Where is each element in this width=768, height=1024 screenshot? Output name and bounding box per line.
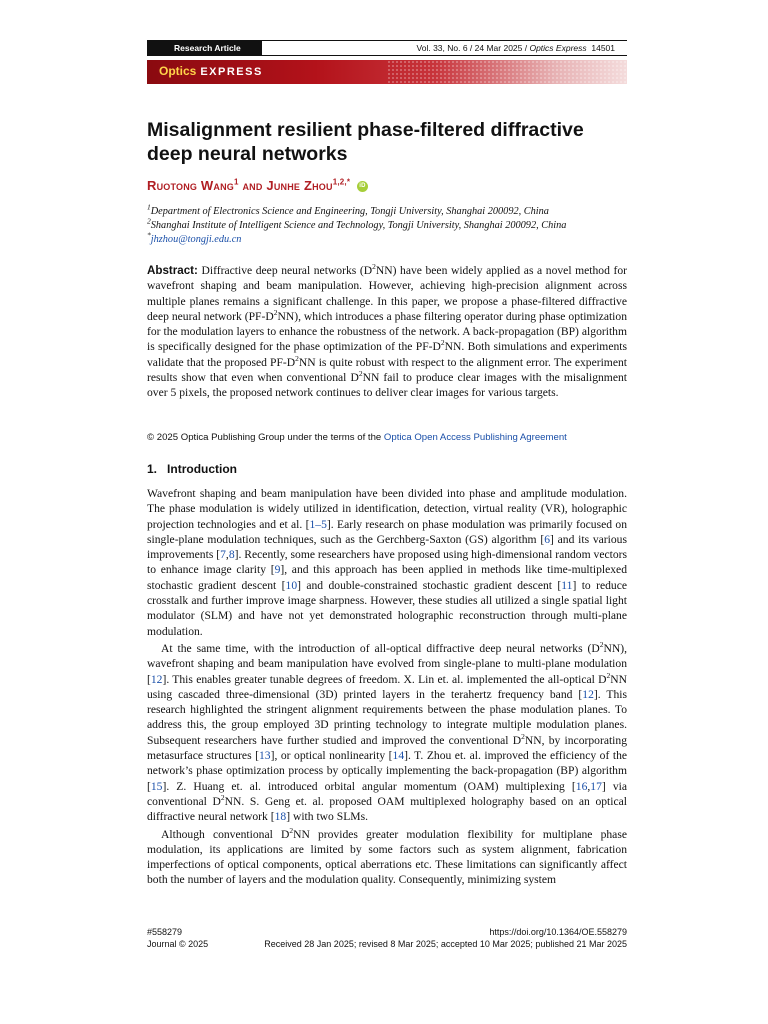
abstract-label: Abstract: bbox=[147, 264, 198, 277]
page-footer bbox=[147, 926, 627, 950]
abstract bbox=[147, 263, 627, 401]
journal-header-bar bbox=[147, 40, 627, 56]
article-title: Misalignment resilient phase-filtered diffractive deep neural networks bbox=[147, 119, 584, 165]
author-1-sup: 1 bbox=[234, 177, 239, 187]
affiliation-1 bbox=[147, 202, 627, 219]
email-link[interactable]: jhzhou@tongji.edu.cn bbox=[150, 234, 242, 245]
corresponding-email bbox=[147, 230, 627, 247]
journal-name: Optics Express bbox=[529, 43, 587, 53]
copyright-notice bbox=[147, 432, 627, 443]
affiliation-2-sup: 2 bbox=[147, 216, 151, 226]
section-heading bbox=[147, 462, 237, 476]
article-type-label: Research Article bbox=[147, 40, 262, 56]
author-line bbox=[147, 178, 368, 193]
citation-prefix: Vol. 33, No. 6 / 24 Mar 2025 / bbox=[416, 43, 530, 53]
abstract-text: Diffractive deep neural networks $(D^2NN)$ have been widely applied as a novel method for wavefront shaping and beam manipulation. However, achieving high-precision alignment across multiple planes remains a significant challenge. In this paper, we propose a phase-filtered diffractive deep neural network $(PF-D^2NN)$, which introduces a phase filtering operator during phase optimization for the modulation layers to enhance the robustness of the network. A back-propagation (BP) algorithm is specifically designed for the phase optimization of the $PF-D^2NN$. Both simulations and experiments validate that the proposed $PF-D^2NN$ is quite robust with respect to the alignment error. The experiment results show that even when conventional $D^2NN$ fail to produce clear images with the misalignment over 5 pixels, the proposed network continues to deliver clear images for various targets. bbox=[147, 262, 628, 400]
affiliation-2-text: Shanghai Institute of Intelligent Science and Technology, Tongji University, Shanghai 200092, China bbox=[150, 220, 567, 231]
doi-link[interactable]: https://doi.org/10.1364/OE.558279 bbox=[489, 927, 627, 937]
paragraph-2: At the same time, with the introduction of all-optical diffractive deep neural networks $(D^2NN)$, wavefront shaping and beam manipulation have evolved from single-plane to multi-plane modulation [12]. This enables greater tunable degrees of freedom. X. Lin et. al. implemented the all-optical $D^2NN$ using cascaded three-dimensional (3D) printed layers in the terahertz frequency band [12]. This research highlighted the stringent alignment requirements between the phase modulation planes. To address this, the group employed 3D printing technology to integrate multiple modulation planes. Subsequent researchers have further studied and improved the conventional $D^2NN$, by incorporating metasurface structures [13], or optical nonlinearity [14]. T. Zhou et. al. improved the efficiency of the network’s phase optimization process by optically implementing the back-propagation (BP) algorithm [15]. Z. Huang et. al. introduced orbital angular momentum (OAM) multiplexing [16,17] via conventional $D^2NN$. S. Geng et. al. proposed OAM multiplexed holography based on an optical diffractive neural network [18] with two SLMs. bbox=[147, 640, 628, 824]
affiliation-1-text: Department of Electronics Science and Engineering, Tongji University, Shanghai 200092, China bbox=[150, 206, 549, 217]
section-number: 1. bbox=[147, 462, 158, 476]
license-link[interactable]: Optica Open Access Publishing Agreement bbox=[383, 432, 567, 443]
affiliation-1-sup: 1 bbox=[147, 202, 151, 212]
section-title: Introduction bbox=[167, 462, 238, 476]
paragraph-3: Although conventional $D^2NN$ provides greater modulation flexibility for multiplane phase modulation, its applications are limited by some factors such as system alignment, fabrication imperfections of optical components, optical aberrations etc. These limitations can significantly affect both the number of layers and the modulation quality. Consequently, minimizing system bbox=[147, 825, 627, 887]
article-id: #558279 bbox=[147, 927, 183, 937]
introduction-body bbox=[147, 486, 627, 888]
affiliations bbox=[147, 202, 627, 247]
publication-dates: Received 28 Jan 2025; revised 8 Mar 2025; accepted 10 Mar 2025; published 21 Mar 2025 bbox=[264, 939, 627, 949]
logo-optics: Optics bbox=[159, 64, 197, 78]
affiliation-2 bbox=[147, 216, 627, 233]
journal-copyright: Journal © 2025 bbox=[147, 939, 209, 949]
page-number: 14501 bbox=[591, 43, 615, 53]
orcid-icon[interactable]: iD bbox=[357, 181, 368, 192]
paragraph-1: Wavefront shaping and beam manipulation have been divided into phase and amplitude modulation. The phase modulation is widely utilized in identification, detection, virtual reality (VR), holographic projection technologies and et al. [1–5]. Early research on phase modulation was primarily focused on single-plane modulation techniques, such as the Gerchberg-Saxton (GS) algorithm [6] and its various improvements [7,8]. Recently, some researchers have proposed using high-dimensional random vectors to enhance image clarity [9], and this approach has been applied in methods like time-multiplexed stochastic gradient descent [10] and double-constrained stochastic gradient descent [11] to reduce crosstalk and further improve image sharpness. However, these studies all utilized a single spatial light modulator (SLM) and have not yet demonstrated holographic reconstruction through multi-plane modulation. bbox=[147, 487, 628, 638]
citation-line bbox=[262, 40, 627, 56]
author-2-sup: 1,2,* bbox=[332, 177, 351, 187]
copyright-text: © 2025 Optica Publishing Group under the terms of the bbox=[147, 432, 384, 443]
journal-logo bbox=[159, 64, 263, 78]
author-2[interactable]: Junhe Zhou bbox=[266, 178, 333, 193]
author-and: and bbox=[242, 178, 263, 193]
logo-express: EXPRESS bbox=[200, 66, 263, 78]
author-1[interactable]: Ruotong Wang bbox=[147, 178, 235, 193]
journal-banner bbox=[147, 60, 627, 84]
email-sup: * bbox=[147, 230, 151, 240]
banner-pattern bbox=[387, 60, 627, 84]
